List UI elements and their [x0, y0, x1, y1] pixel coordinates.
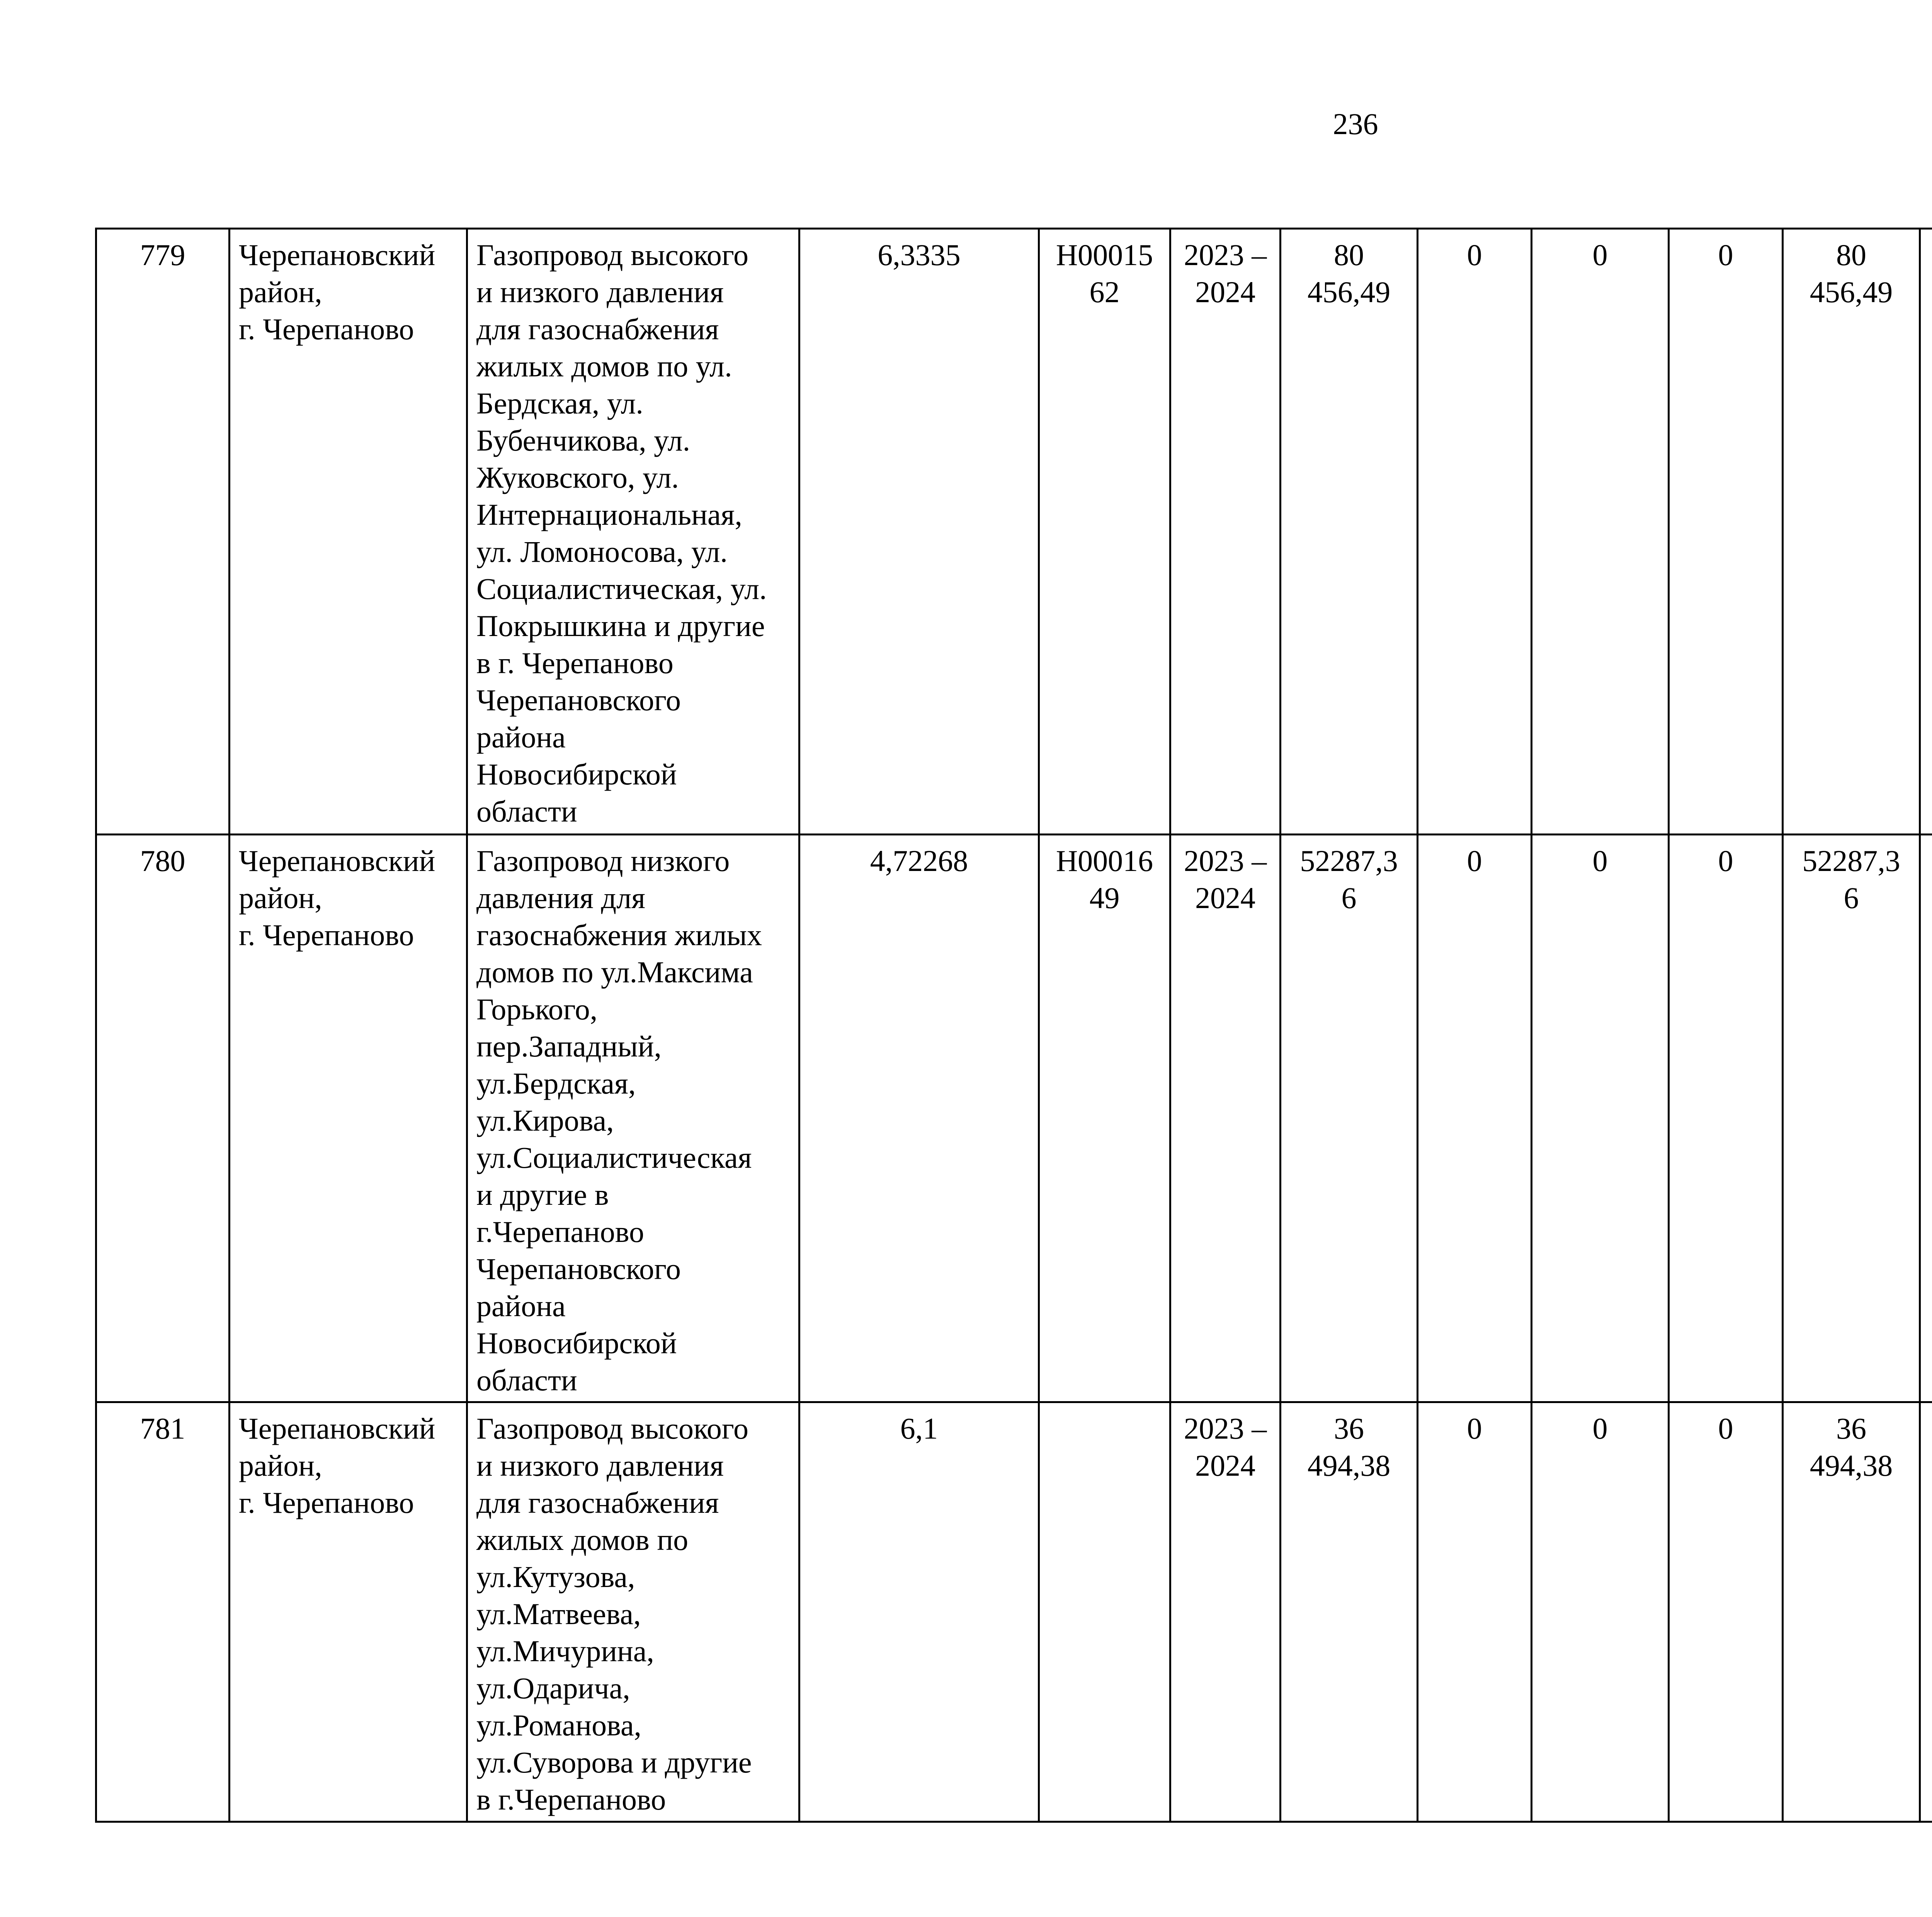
- cell-line: давления для: [476, 881, 645, 915]
- value-cell-2: 0: [1532, 1402, 1669, 1822]
- cell-line: ул.Социалистическая: [476, 1141, 752, 1174]
- cell-line: и низкого давления: [476, 1449, 724, 1482]
- value-cell-3: 0: [1669, 229, 1783, 835]
- gasification-table: [95, 228, 1932, 1823]
- cell-line: Бубенчикова, ул.: [476, 424, 690, 457]
- executor-cell: [1920, 835, 1932, 1402]
- value-cell-1: 0: [1418, 229, 1532, 835]
- cell-line: в г.Черепаново: [476, 1783, 666, 1816]
- value-cell-3: 0: [1669, 835, 1783, 1402]
- cell-line: ул.Одарича,: [476, 1671, 630, 1705]
- cell-line: Новосибирской: [476, 757, 677, 791]
- period-cell: 2023 – 2024: [1170, 229, 1281, 835]
- district-cell: Черепановский район, г. Черепаново: [230, 835, 467, 1402]
- executor-cell: [1920, 229, 1932, 835]
- cost-cell: 80 456,49: [1281, 229, 1418, 835]
- cell-line: Бердская, ул.: [476, 386, 643, 420]
- cost-cell: 36 494,38: [1281, 1402, 1418, 1822]
- table-row: [96, 229, 1932, 835]
- code-cell: [1039, 1402, 1170, 1822]
- total-cell: 52287,3 6: [1783, 835, 1920, 1402]
- value-cell-1: 0: [1418, 1402, 1532, 1822]
- cell-line: для газоснабжения: [476, 1486, 719, 1519]
- cell-line: Газопровод низкого: [476, 844, 730, 878]
- period-cell: 2023 – 2024: [1170, 835, 1281, 1402]
- cell-line: домов по ул.Максима: [476, 955, 753, 989]
- cell-line: ул.Матвеева,: [476, 1597, 641, 1631]
- cell-line: ул.Романова,: [476, 1708, 642, 1742]
- cell-line: ул.Суворова и другие: [476, 1745, 752, 1779]
- length-cell: 6,1: [799, 1402, 1039, 1822]
- cell-line: и низкого давления: [476, 275, 724, 309]
- cost-cell: 52287,3 6: [1281, 835, 1418, 1402]
- cell-line: района: [476, 1289, 566, 1323]
- cell-line: Новосибирской: [476, 1326, 677, 1360]
- table-row: [96, 1402, 1932, 1822]
- cell-line: для газоснабжения: [476, 312, 719, 346]
- cell-line: Горького,: [476, 992, 598, 1026]
- cell-line: и другие в: [476, 1178, 609, 1211]
- cell-line: г.Черепаново: [476, 1215, 645, 1249]
- value-cell-1: 0: [1418, 835, 1532, 1402]
- description-cell: [467, 1402, 799, 1822]
- table-row: [96, 835, 1932, 1402]
- length-cell: 6,3335: [799, 229, 1039, 835]
- cell-line: Газопровод высокого: [476, 1412, 748, 1445]
- cell-line: Газопровод высокого: [476, 238, 748, 272]
- cell-line: Социалистическая, ул.: [476, 572, 767, 606]
- value-cell-2: 0: [1532, 229, 1669, 835]
- code-cell: Н00015 62: [1039, 229, 1170, 835]
- cell-line: ул.Мичурина,: [476, 1634, 654, 1668]
- row-number: 781: [96, 1402, 230, 1822]
- district-cell: Черепановский район, г. Черепаново: [230, 229, 467, 835]
- code-cell: Н00016 49: [1039, 835, 1170, 1402]
- cell-line: пер.Западный,: [476, 1029, 662, 1063]
- cell-line: Черепановского: [476, 1252, 681, 1286]
- page-number: 236: [1333, 107, 1378, 141]
- cell-line: жилых домов по ул.: [476, 349, 732, 383]
- cell-line: Покрышкина и другие: [476, 609, 765, 643]
- cell-line: области: [476, 794, 577, 828]
- cell-line: ул.Кутузова,: [476, 1560, 635, 1594]
- total-cell: 80 456,49: [1783, 229, 1920, 835]
- cell-line: Интернациональная,: [476, 498, 742, 531]
- value-cell-3: 0: [1669, 1402, 1783, 1822]
- cell-line: области: [476, 1363, 577, 1397]
- cell-line: в г. Черепаново: [476, 646, 673, 680]
- period-cell: 2023 – 2024: [1170, 1402, 1281, 1822]
- description-cell: [467, 229, 799, 835]
- cell-line: ул.Бердская,: [476, 1067, 636, 1100]
- cell-line: Жуковского, ул.: [476, 461, 679, 494]
- description-cell: [467, 835, 799, 1402]
- length-cell: 4,72268: [799, 835, 1039, 1402]
- row-number: 780: [96, 835, 230, 1402]
- district-cell: Черепановский район, г. Черепаново: [230, 1402, 467, 1822]
- cell-line: жилых домов по: [476, 1523, 689, 1556]
- cell-line: района: [476, 720, 566, 754]
- total-cell: 36 494,38: [1783, 1402, 1920, 1822]
- value-cell-2: 0: [1532, 835, 1669, 1402]
- cell-line: газоснабжения жилых: [476, 918, 762, 952]
- cell-line: ул. Ломоносова, ул.: [476, 535, 728, 568]
- cell-line: ул.Кирова,: [476, 1104, 614, 1137]
- cell-line: Черепановского: [476, 683, 681, 717]
- row-number: 779: [96, 229, 230, 835]
- executor-cell: [1920, 1402, 1932, 1822]
